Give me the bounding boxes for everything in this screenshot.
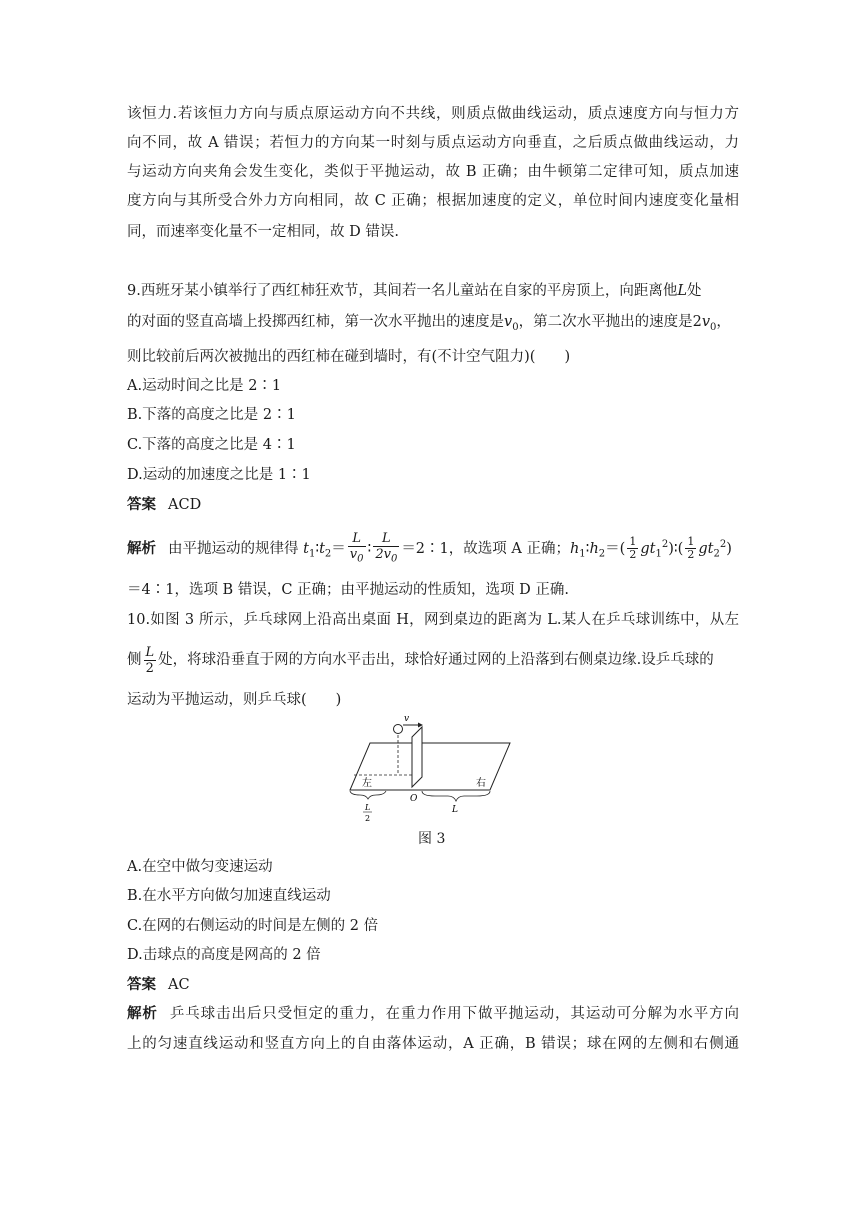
- q10-option-c: C.在网的右侧运动的时间是左侧的 2 倍: [127, 918, 379, 934]
- q10-option-a: A.在空中做匀变速运动: [127, 859, 273, 875]
- q10-stem-line-1: 10.如图 3 所示，乒乓球网上沿高出桌面 H，网到桌边的距离为 L.某人在乒乓球训练中，从左: [127, 612, 739, 628]
- prev-explanation-line-4: 度方向与其所受合外力方向相同，故 C 正确；根据加速度的定义，单位时间内速度变化量相: [127, 193, 739, 209]
- q10-stem-line-2: 侧 $\frac{L}{2}$ 处，将球沿垂直于网的方向水平击出，球恰好通过网的上沿落到右侧桌边缘.设乒乓球的: [127, 644, 714, 676]
- q10-stem-line-3: 运动为平抛运动，则乒乓球( ): [127, 692, 342, 708]
- prev-explanation-line-5: 同，而速率变化量不一定相同，故 D 错误.: [127, 224, 399, 240]
- prev-explanation-line-3: 与运动方向夹角会发生变化，类似于平抛运动，故 B 正确；由牛顿第二定律可知，质点加速: [127, 164, 739, 180]
- prev-explanation-line-1: 该恒力.若该恒力方向与质点原运动方向不共线，则质点做曲线运动，质点速度方向与恒力方: [127, 106, 739, 122]
- q9-stem-line-2: 的对面的竖直高墙上投掷西红柿，第一次水平抛出的速度是$v_0$，第二次水平抛出的速度是$2v_0$，: [127, 314, 731, 333]
- fig-label-half-num: L: [365, 803, 371, 812]
- fig-label-l: L: [452, 805, 458, 815]
- q9-stem-line-1: 9.西班牙某小镇举行了西红柿狂欢节，其间若一名儿童站在自家的平房顶上，向距离他L处: [127, 283, 702, 299]
- q10-answer: [127, 975, 739, 995]
- q9-option-a: A.运动时间之比是 2∶1: [127, 378, 282, 394]
- q10-answer-value: AC: [168, 977, 190, 993]
- q9-option-c: C.下落的高度之比是 4∶1: [127, 437, 296, 453]
- q10-half-l-fraction: $\frac{L}{2}$: [145, 644, 155, 676]
- q9-option-b: B.下落的高度之比是 2∶1: [127, 407, 296, 423]
- q9-explanation-line-2: ＝4∶1，选项 B 错误，C 正确；由平抛运动的性质知，选项 D 正确.: [127, 582, 569, 598]
- q9-stem-line-3: 则比较前后两次被抛出的西红柿在碰到墙时，有(不计空气阻力)( ): [127, 349, 571, 365]
- q10-option-b: B.在水平方向做匀加速直线运动: [127, 888, 331, 904]
- q10-answer-label: 答案: [127, 976, 156, 993]
- q9-option-d: D.运动的加速度之比是 1∶1: [127, 467, 311, 483]
- fig-label-v: v: [404, 715, 410, 724]
- q9-frac-2: $\frac{L}{2v_0}$: [375, 531, 398, 565]
- q9-answer: [127, 495, 739, 515]
- fig-label-right: 右: [476, 778, 486, 789]
- q10-explanation-line-1: 解析 乒乓球击出后只受恒定的重力，在重力作用下做平抛运动，其运动可分解为水平方向: [127, 1005, 740, 1022]
- fig-label-left: 左: [362, 778, 372, 789]
- q9-answer-label: 答案: [127, 496, 156, 513]
- fig-label-half-den: 2: [365, 814, 371, 823]
- q9-explanation-line-1: 解析 由平抛运动的规律得 $t_1∶t_2=$ $\frac{L}{v_0}$ ∶ $\frac{L}{2v_0}$ ＝2∶1，故选项 A 正确；$h_1∶h_2=$( $\frac{1}{2}$ $gt_1^2)∶$( $\frac{1}{2}$ $gt_2^2$): [127, 531, 732, 565]
- fig-label-o: O: [410, 794, 418, 804]
- q10-explanation-line-2: 上的匀速直线运动和竖直方向上的自由落体运动，A 正确，B 错误；球在网的左侧和右侧通: [127, 1036, 739, 1052]
- q10-option-d: D.击球点的高度是网高的 2 倍: [127, 947, 321, 963]
- q10-explain-label: 解析: [127, 1005, 158, 1022]
- q9-explain-label: 解析: [127, 539, 156, 557]
- q9-frac-1: $\frac{L}{v_0}$: [349, 531, 364, 565]
- prev-explanation-line-2: 向不同，故 A 错误；若恒力的方向某一时刻与质点运动方向垂直，之后质点做曲线运动，力: [127, 135, 739, 151]
- ping-pong-table-figure: [340, 715, 520, 825]
- q9-answer-value: ACD: [168, 497, 202, 513]
- figure-caption: 图 3: [418, 831, 446, 847]
